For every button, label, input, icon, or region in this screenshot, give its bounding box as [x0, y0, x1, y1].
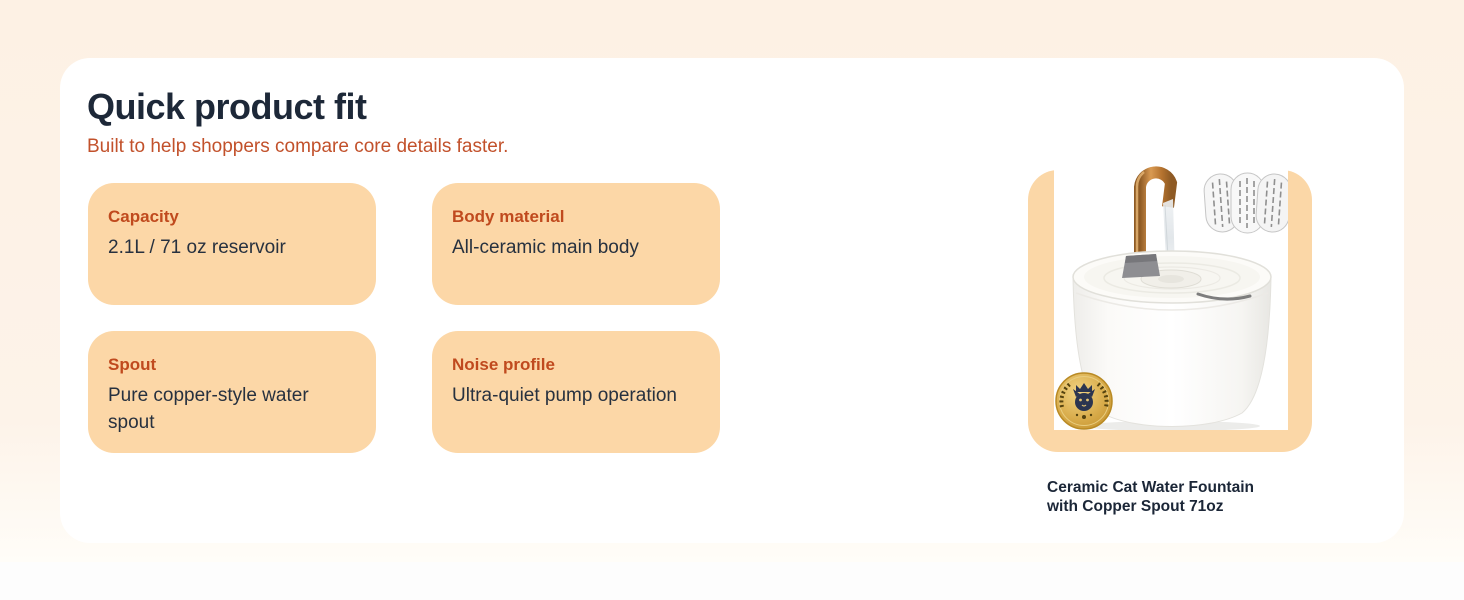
- quick-product-fit-card: [60, 58, 1404, 543]
- spec-label: Spout: [108, 355, 157, 374]
- spec-tile-noise-profile: [432, 331, 720, 453]
- spec-tile-body-material: [432, 183, 720, 305]
- spec-value: All-ceramic main body: [452, 237, 639, 258]
- spec-tile-spout: [88, 331, 376, 453]
- spec-tile-capacity: [88, 183, 376, 305]
- page-subtitle: Built to help shoppers compare core details faster.: [87, 136, 509, 157]
- spec-label: Body material: [452, 207, 565, 226]
- spec-value: Ultra-quiet pump operation: [452, 385, 677, 406]
- spec-value: 2.1L / 71 oz reservoir: [108, 237, 286, 258]
- product-caption: Ceramic Cat Water Fountain with Copper Spout 71oz: [1047, 479, 1254, 515]
- spec-label: Capacity: [108, 207, 179, 226]
- filter-cartridges-icon: [1203, 173, 1288, 233]
- page-title: Quick product fit: [87, 86, 367, 127]
- product-illustration: [1054, 155, 1288, 430]
- spec-label: Noise profile: [452, 355, 555, 374]
- award-badge-icon: [1056, 373, 1112, 429]
- product-photo: [1054, 155, 1288, 430]
- spec-value: Pure copper-style water spout: [108, 385, 309, 433]
